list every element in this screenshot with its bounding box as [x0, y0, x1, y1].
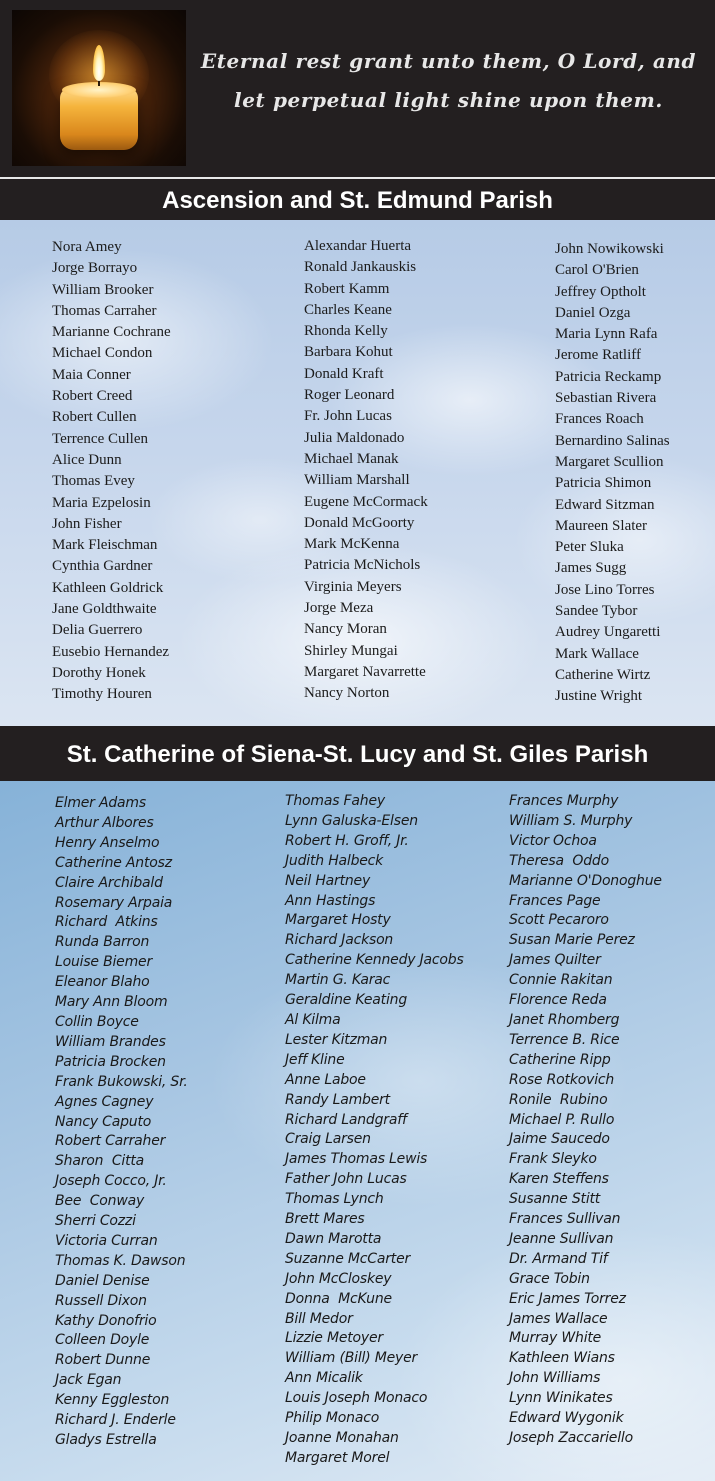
- name-entry: Scott Pecaroro: [509, 912, 609, 929]
- name-entry: Elmer Adams: [55, 795, 146, 811]
- name-entry: Donna McKune: [285, 1290, 392, 1307]
- name-entry: Jeff Kline: [285, 1051, 345, 1068]
- name-entry: Roger Leonard: [304, 387, 395, 404]
- name-entry: Louis Joseph Monaco: [285, 1390, 428, 1407]
- name-entry: Catherine Wirtz: [555, 666, 651, 683]
- name-entry: Theresa Oddo: [509, 852, 609, 869]
- name-entry: Margaret Hosty: [285, 912, 391, 929]
- name-entry: Kenny Eggleston: [55, 1392, 170, 1409]
- name-entry: Joanne Monahan: [285, 1430, 399, 1446]
- name-entry: Al Kilma: [285, 1011, 341, 1028]
- name-entry: Fr. John Lucas: [304, 408, 392, 425]
- name-entry: Margaret Morel: [285, 1449, 390, 1466]
- name-entry: Arthur Albores: [55, 814, 154, 831]
- name-entry: Agnes Cagney: [55, 1093, 154, 1110]
- name-entry: Julia Maldonado: [304, 429, 405, 446]
- name-entry: Colleen Doyle: [55, 1332, 150, 1349]
- name-entry: Jane Goldthwaite: [52, 601, 157, 618]
- name-entry: Ann Hastings: [285, 892, 376, 909]
- name-entry: Patricia Shimon: [555, 475, 652, 492]
- memorial-quote: Eternal rest grant unto them, O Lord, and let perpetual light shine upon them.: [200, 49, 697, 112]
- st-catherine-names-section: [0, 781, 715, 1481]
- name-entry: Randy Lambert: [285, 1091, 390, 1108]
- name-entry: John McCloskey: [285, 1270, 392, 1287]
- name-entry: Mark Wallace: [555, 645, 639, 662]
- name-entry: Robert Carraher: [55, 1133, 166, 1150]
- name-entry: Brett Mares: [285, 1211, 365, 1228]
- name-entry: John Fisher: [52, 515, 122, 532]
- name-entry: Henry Anselmo: [55, 834, 160, 851]
- name-entry: Lynn Galuska-Elsen: [285, 812, 418, 829]
- name-entry: Neil Hartney: [285, 872, 371, 889]
- name-entry: Susan Marie Perez: [509, 932, 635, 949]
- name-entry: Richard Landgraff: [285, 1111, 407, 1128]
- name-entry: Justine Wright: [555, 688, 643, 705]
- name-entry: Martin G. Karac: [285, 972, 391, 989]
- name-entry: Patricia McNichols: [304, 557, 421, 574]
- name-entry: Sandee Tybor: [555, 603, 638, 620]
- name-entry: Thomas Evey: [52, 473, 135, 490]
- name-entry: Claire Archibald: [55, 874, 163, 891]
- name-entry: Collin Boyce: [55, 1013, 139, 1030]
- name-entry: William (Bill) Meyer: [285, 1350, 418, 1367]
- names-column: [55, 794, 188, 1451]
- name-entry: Kathleen Wians: [509, 1350, 615, 1367]
- name-entry: Jeffrey Optholt: [555, 283, 646, 300]
- name-entry: Marianne Cochrane: [52, 324, 171, 341]
- name-entry: William Brooker: [52, 281, 154, 298]
- name-entry: Thomas Fahey: [285, 793, 385, 809]
- name-entry: Edward Sitzman: [555, 496, 655, 513]
- name-entry: John Nowikowski: [555, 241, 664, 257]
- name-entry: Robert Cullen: [52, 409, 137, 426]
- name-entry: Jorge Borrayo: [52, 260, 138, 277]
- name-entry: Robert Kamm: [304, 280, 390, 297]
- name-entry: Frances Page: [509, 892, 601, 909]
- name-entry: Maia Conner: [52, 366, 131, 383]
- name-entry: Catherine Kennedy Jacobs: [285, 952, 464, 969]
- names-column: [52, 237, 171, 706]
- name-entry: Mary Ann Bloom: [55, 994, 168, 1011]
- name-entry: Lizzie Metoyer: [285, 1330, 383, 1347]
- name-entry: Timothy Houren: [52, 686, 152, 703]
- name-entry: Sharon Citta: [55, 1153, 145, 1170]
- name-entry: Frank Bukowski, Sr.: [55, 1073, 188, 1090]
- name-entry: Ronile Rubino: [509, 1091, 608, 1108]
- memorial-header: [0, 0, 715, 177]
- name-entry: Frances Murphy: [509, 793, 619, 809]
- names-column: [555, 239, 670, 708]
- name-entry: Nancy Moran: [304, 621, 387, 638]
- name-entry: Anne Laboe: [285, 1071, 366, 1088]
- name-entry: Gladys Estrella: [55, 1432, 157, 1448]
- name-entry: Thomas K. Dawson: [55, 1252, 186, 1269]
- name-entry: Jerome Ratliff: [555, 347, 641, 364]
- names-column: [509, 792, 662, 1449]
- name-entry: William Marshall: [304, 472, 410, 489]
- name-entry: Virginia Meyers: [304, 578, 402, 595]
- name-entry: Eugene McCormack: [304, 493, 428, 510]
- name-entry: Florence Reda: [509, 992, 607, 1009]
- header-divider: [0, 177, 715, 179]
- name-entry: Runda Barron: [55, 934, 150, 951]
- name-entry: Michael Manak: [304, 450, 399, 467]
- name-entry: Frances Sullivan: [509, 1211, 621, 1228]
- name-entry: Thomas Lynch: [285, 1191, 384, 1208]
- name-entry: Connie Rakitan: [509, 972, 613, 989]
- name-entry: Jose Lino Torres: [555, 581, 655, 598]
- name-entry: Shirley Mungai: [304, 642, 398, 659]
- name-entry: Mark Fleischman: [52, 537, 158, 554]
- name-entry: Donald McGoorty: [304, 514, 415, 531]
- name-entry: Nancy Caputo: [55, 1113, 152, 1130]
- name-entry: Michael Condon: [52, 345, 153, 362]
- name-entry: Sherri Cozzi: [55, 1213, 136, 1230]
- name-entry: Robert H. Groff, Jr.: [285, 832, 409, 849]
- name-entry: Lester Kitzman: [285, 1031, 388, 1048]
- name-entry: Jorge Meza: [304, 600, 374, 617]
- name-entry: John Williams: [509, 1370, 601, 1387]
- name-entry: James Quilter: [509, 952, 601, 969]
- name-entry: Maria Ezpelosin: [52, 494, 151, 511]
- name-entry: Jeanne Sullivan: [509, 1230, 614, 1247]
- name-entry: Victor Ochoa: [509, 832, 597, 849]
- candle-image: [12, 10, 186, 166]
- name-entry: Margaret Scullion: [555, 453, 664, 470]
- name-entry: Dr. Armand Tif: [509, 1250, 608, 1267]
- name-entry: Rosemary Arpaia: [55, 894, 173, 911]
- name-entry: James Sugg: [555, 560, 627, 577]
- name-entry: William S. Murphy: [509, 812, 633, 829]
- name-entry: Murray White: [509, 1330, 602, 1347]
- name-entry: Sebastian Rivera: [555, 390, 657, 407]
- name-entry: Bernardino Salinas: [555, 432, 670, 449]
- name-entry: Janet Rhomberg: [509, 1011, 620, 1028]
- name-entry: Nancy Norton: [304, 685, 390, 702]
- name-entry: Charles Keane: [304, 301, 392, 318]
- name-entry: Grace Tobin: [509, 1270, 590, 1287]
- name-entry: Maria Lynn Rafa: [555, 326, 658, 343]
- name-entry: Rhonda Kelly: [304, 323, 388, 340]
- name-entry: Terrence B. Rice: [509, 1031, 620, 1048]
- name-entry: Susanne Stitt: [509, 1191, 601, 1208]
- name-entry: Patricia Brocken: [55, 1053, 166, 1070]
- name-entry: Peter Sluka: [555, 539, 624, 556]
- name-entry: Thomas Carraher: [52, 302, 157, 319]
- name-entry: James Wallace: [509, 1310, 608, 1327]
- name-entry: William Brandes: [55, 1033, 166, 1050]
- name-entry: Victoria Curran: [55, 1232, 158, 1249]
- name-entry: Robert Dunne: [55, 1352, 151, 1369]
- ascension-names-section: [0, 220, 715, 726]
- name-entry: Margaret Navarrette: [304, 663, 426, 680]
- name-entry: Craig Larsen: [285, 1131, 371, 1148]
- name-entry: Alice Dunn: [52, 451, 122, 468]
- names-column: [285, 792, 464, 1469]
- name-entry: Lynn Winikates: [509, 1390, 613, 1407]
- name-entry: Mark McKenna: [304, 536, 400, 553]
- name-entry: Delia Guerrero: [52, 622, 143, 639]
- name-entry: Michael P. Rullo: [509, 1111, 615, 1128]
- name-entry: Joseph Zaccariello: [509, 1430, 633, 1446]
- name-entry: Eleanor Blaho: [55, 974, 150, 991]
- name-entry: Barbara Kohut: [304, 344, 393, 361]
- name-entry: Frank Sleyko: [509, 1151, 597, 1168]
- name-entry: Daniel Ozga: [555, 304, 631, 321]
- name-entry: Judith Halbeck: [285, 852, 384, 869]
- name-entry: Joseph Cocco, Jr.: [55, 1173, 167, 1190]
- name-entry: Robert Creed: [52, 388, 133, 405]
- name-entry: Russell Dixon: [55, 1292, 147, 1309]
- name-entry: Suzanne McCarter: [285, 1250, 411, 1267]
- name-entry: Bee Conway: [55, 1193, 145, 1210]
- name-entry: Dawn Marotta: [285, 1230, 382, 1247]
- name-entry: Rose Rotkovich: [509, 1071, 615, 1088]
- name-entry: James Thomas Lewis: [285, 1151, 428, 1168]
- name-entry: Terrence Cullen: [52, 430, 148, 447]
- name-entry: Maureen Slater: [555, 517, 648, 534]
- name-entry: Richard Jackson: [285, 932, 394, 949]
- name-entry: Eusebio Hernandez: [52, 643, 170, 660]
- name-entry: Carol O'Brien: [555, 262, 639, 279]
- name-entry: Louise Biemer: [55, 954, 152, 971]
- name-entry: Jack Egan: [55, 1372, 122, 1389]
- name-entry: Father John Lucas: [285, 1171, 407, 1188]
- name-entry: Kathleen Goldrick: [52, 579, 164, 596]
- name-entry: Audrey Ungaretti: [555, 624, 661, 641]
- name-entry: Ronald Jankauskis: [304, 259, 417, 276]
- name-entry: Catherine Ripp: [509, 1051, 611, 1068]
- name-entry: Frances Roach: [555, 411, 644, 428]
- name-entry: Philip Monaco: [285, 1410, 380, 1427]
- name-entry: Donald Kraft: [304, 365, 384, 382]
- name-entry: Cynthia Gardner: [52, 558, 153, 575]
- name-entry: Catherine Antosz: [55, 854, 172, 871]
- parish-title-ascension: Ascension and St. Edmund Parish: [0, 182, 715, 220]
- name-entry: Karen Steffens: [509, 1171, 609, 1188]
- name-entry: Bill Medor: [285, 1310, 353, 1327]
- name-entry: Eric James Torrez: [509, 1290, 626, 1307]
- name-entry: Daniel Denise: [55, 1272, 150, 1289]
- name-entry: Alexandar Huerta: [304, 238, 412, 254]
- name-entry: Jaime Saucedo: [509, 1131, 610, 1148]
- parish-title-st-catherine: St. Catherine of Siena-St. Lucy and St. Giles Parish: [0, 727, 715, 781]
- name-entry: Richard Atkins: [55, 914, 158, 931]
- name-entry: Nora Amey: [52, 239, 122, 255]
- name-entry: Marianne O'Donoghue: [509, 872, 662, 889]
- name-entry: Kathy Donofrio: [55, 1312, 157, 1329]
- name-entry: Dorothy Honek: [52, 664, 146, 681]
- name-entry: Patricia Reckamp: [555, 368, 662, 385]
- name-entry: Edward Wygonik: [509, 1410, 624, 1427]
- name-entry: Geraldine Keating: [285, 992, 408, 1009]
- name-entry: Richard J. Enderle: [55, 1412, 176, 1429]
- name-entry: Ann Micalik: [285, 1370, 363, 1387]
- names-column: [304, 236, 428, 705]
